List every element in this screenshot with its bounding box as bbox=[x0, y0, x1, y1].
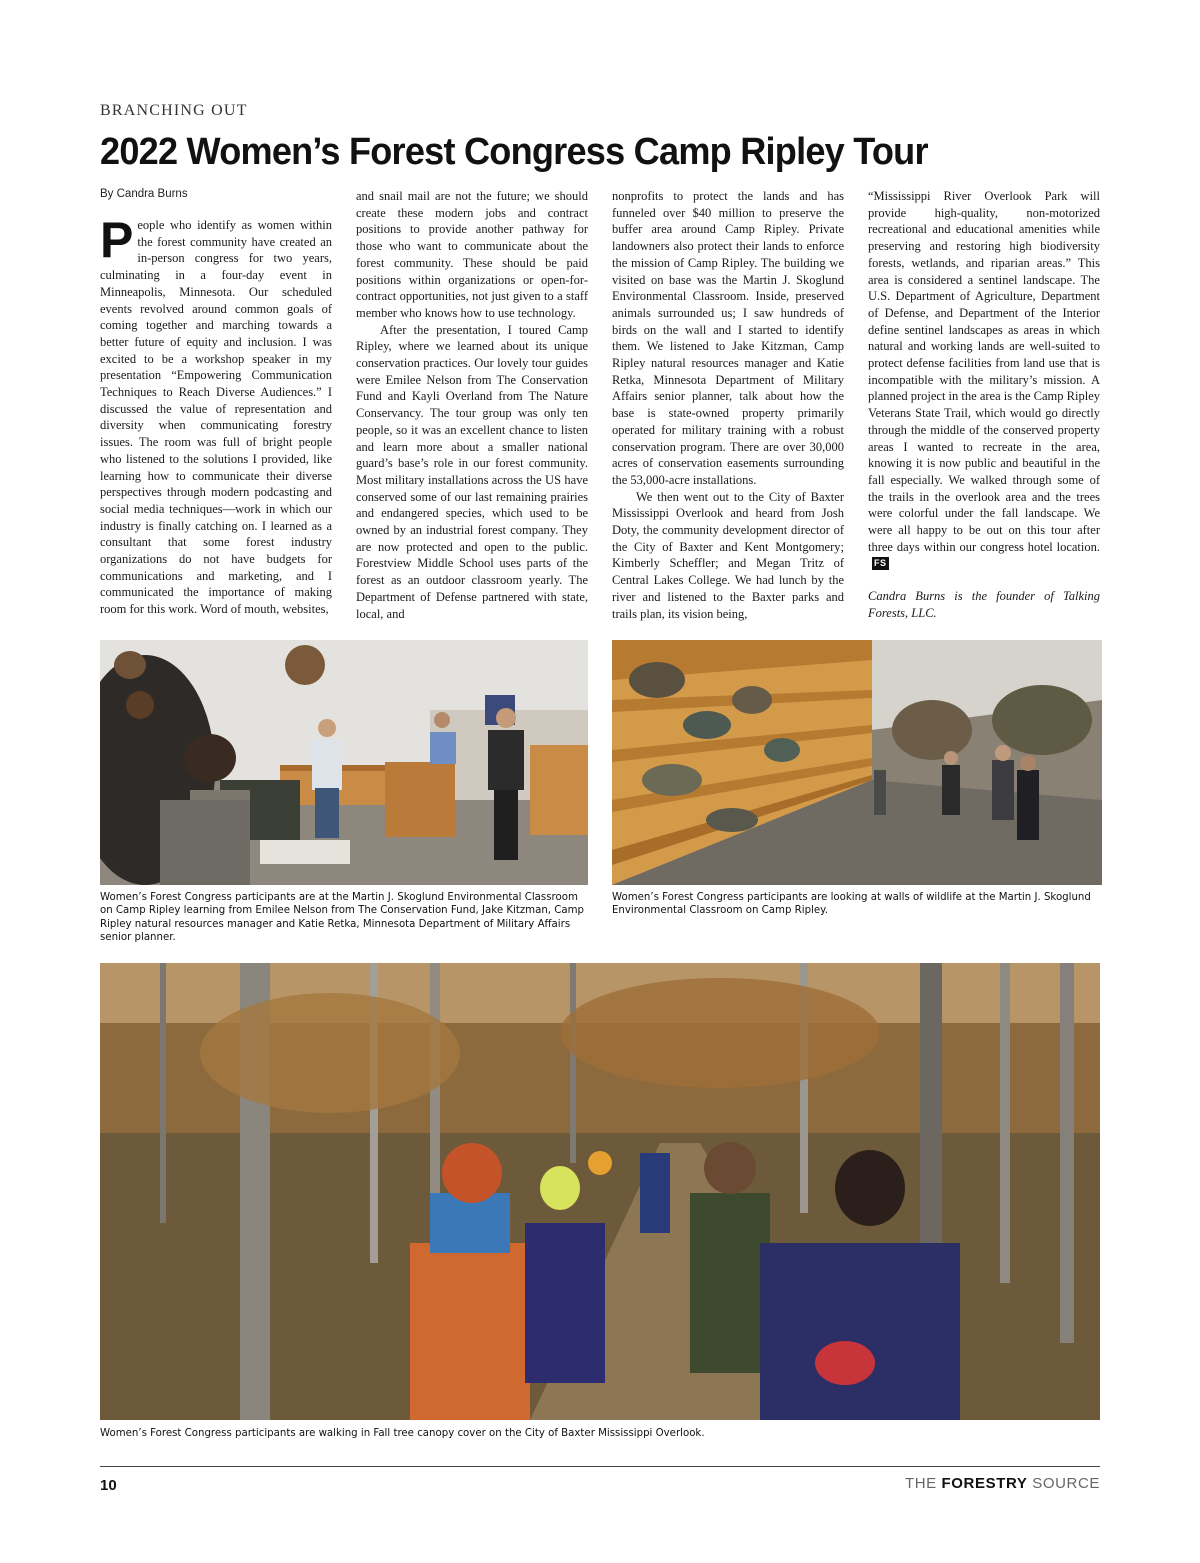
photo-classroom-image bbox=[100, 640, 588, 885]
end-mark-badge: FS bbox=[874, 558, 887, 569]
article-column-2 bbox=[356, 188, 588, 622]
photo-forest-image bbox=[100, 963, 1100, 1420]
author-bio: Candra Burns is the founder of Talking Forests, LLC. bbox=[868, 589, 1100, 620]
photo-wildlife-image bbox=[612, 640, 1102, 885]
article-column-1 bbox=[100, 212, 332, 618]
article-column-4 bbox=[868, 188, 1100, 622]
footer-rule bbox=[100, 1466, 1100, 1467]
magazine-name-suffix: SOURCE bbox=[1027, 1475, 1100, 1492]
page-number: 10 bbox=[100, 1477, 117, 1494]
byline: By Candra Burns bbox=[100, 188, 188, 200]
photo-wildlife-walls bbox=[612, 640, 1102, 885]
photo-caption: Women’s Forest Congress participants are looking at walls of wildlife at the Martin J. Skoglund Environmental Classroom on Camp Ripley. bbox=[612, 892, 1091, 917]
photo-classroom-presentation bbox=[100, 640, 588, 885]
section-label: BRANCHING OUT bbox=[100, 102, 248, 119]
photo-forest-walk bbox=[100, 963, 1100, 1420]
magazine-name-bold: FORESTRY bbox=[941, 1475, 1028, 1492]
article-paragraph: and snail mail are not the future; we should create these modern jobs and contract positions to provide another pathway for those who want to communicate about the forest community. These should be paid positions within organizations or open-for-contract opportunities, not just given to a staff member who knows how to use technology. bbox=[356, 189, 588, 320]
article-column-3 bbox=[612, 188, 844, 622]
photo-caption: Women’s Forest Congress participants are at the Martin J. Skoglund Environmental Classroom on Camp Ripley learning from Emilee Nelson from The Conservation Fund, Jake Kitzman, Camp Ripley natural resources manager and Katie Retka, Minnesota Department of Military Affairs senior planner. bbox=[100, 892, 585, 944]
drop-cap: P bbox=[100, 212, 134, 268]
magazine-name bbox=[905, 1475, 1100, 1492]
article-paragraph: We then went out to the City of Baxter Mississippi Overlook and heard from Josh Doty, the community development director of the City of Baxter and Kent Montgomery; Kimberly Scheffler; and Megan Tritz of Central Lakes College. We had lunch by the river and listened to the Baxter parks and trails plan, its vision being, bbox=[612, 489, 844, 621]
article-paragraph bbox=[868, 188, 1100, 572]
paragraph-text: eople who identify as women within the forest community have created an in-person congress for two years, culminating in a four-day event in Minneapolis, Minnesota. Our scheduled events revolved around common goals of coming together and marching towards a better future of equity and inclusion. I was excited to be a workshop speaker in my presentation “Empowering Communication Techniques to Reach Diverse Audiences.” I discussed the value of representation and diversity when communicating forestry issues. The room was full of bright people who listened to the solutions I provided, like learning how to communicate their diverse perspectives through modern podcasting and social media techniques—work in which our industry is finally catching on. I learned as a consultant that some forest industry organizations do not have budgets for communications and marketing, and I communicated the importance of making room for this work. Word of mouth, websites, bbox=[100, 218, 332, 617]
article-paragraph: nonprofits to protect the lands and has funneled over $40 million to preserve the buffer area around Camp Ripley. Private landowners also protect their lands to enforce the mission of Camp Ripley. The building we visited on base was the Martin J. Skoglund Environmental Classroom. Inside, preserved animals surrounded us; I saw hundreds of birds on the wall and I started to identify them. We listened to Jake Kitzman, Camp Ripley natural resources manager and Katie Retka, Minnesota Department of Military Affairs senior planner, talk about how the base is state-owned property primarily operated for military training with a robust conservation program. There are over 30,000 acres of conservation easements surrounding the 53,000-acre installations. bbox=[612, 189, 844, 487]
magazine-name-prefix: THE bbox=[904, 1475, 942, 1492]
paragraph-text: “Mississippi River Overlook Park will provide high-quality, non-motorized recreational and educational amenities while preserving and restoring high biodiversity forests, wetlands, and riparian areas.” This area is considered a sentinel landscape. The U.S. Department of Agriculture, Department of Defense, and Department of the Interior define sentinel landscapes as areas in which natural and working lands are well-suited to protect defense facilities from land use that is incompatible with the military’s mission. A planned project in the area is the Camp Ripley Veterans State Trail, which would go directly through the middle of the conserved property areas I wanted to recreate in the area, knowing it is now public and beautiful in the fall especially. We walked through some of the trails in the overlook area and the trees were colorful under the fall landscape. We were all happy to be out on this tour after three days within our congress hotel location. bbox=[868, 189, 1100, 554]
article-title: 2022 Women’s Forest Congress Camp Ripley Tour bbox=[100, 131, 928, 173]
photo-caption: Women’s Forest Congress participants are walking in Fall tree canopy cover on the City of Baxter Mississippi Overlook. bbox=[100, 1428, 705, 1439]
article-paragraph bbox=[100, 212, 332, 618]
article-paragraph: After the presentation, I toured Camp Ripley, where we learned about its unique conservation practices. Our lovely tour guides were Emilee Nelson from The Conservation Fund and Kayli Overland from The Nature Conservancy. The tour group was only ten people, so it was an excellent chance to listen and learn more about a smaller national guard’s base’s role in our forest community. Most military installations across the US have conserved some of our last remaining prairies and endangered species, which used to be owned by an industrial forest company. They are now protected and open to the public. Forestview Middle School uses parts of the forest as an outdoor classroom yearly. The Department of Defense partnered with state, local, and bbox=[356, 322, 588, 621]
